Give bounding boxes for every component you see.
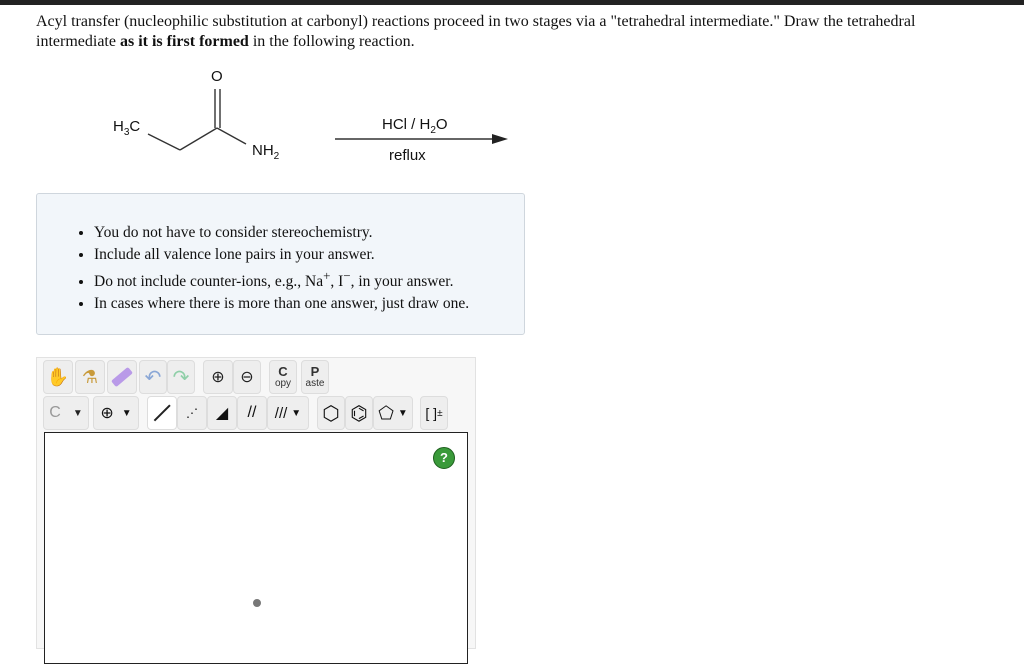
bond-ch3-ch2 — [148, 134, 180, 150]
redo-button[interactable] — [167, 360, 195, 394]
single-bond-button[interactable] — [147, 396, 177, 430]
wedge-bond-icon: ◢ — [215, 405, 229, 422]
pentagon-icon: ⬠ — [378, 402, 394, 423]
triple-bond-button[interactable] — [267, 396, 309, 430]
hand-icon: ✋ — [46, 366, 70, 387]
hand-tool-button[interactable] — [43, 360, 73, 394]
instruction-item: • You do not have to consider stereochemistry. — [94, 222, 524, 244]
single-bond-icon — [154, 405, 171, 422]
zoom-out-icon: ⊖ — [240, 369, 254, 386]
eraser-icon — [111, 367, 133, 387]
dashed-bond-button[interactable] — [177, 396, 207, 430]
clear-button[interactable] — [75, 360, 105, 394]
atom-nh2: $NH_2$ — [252, 142, 280, 162]
zoom-in-icon: ⊕ — [211, 369, 225, 386]
arrow-head-icon — [492, 134, 508, 144]
canvas-cursor-dot — [253, 599, 261, 607]
bracket-charge-button[interactable]: [ ] ± — [420, 396, 448, 430]
zoom-out-button[interactable] — [233, 360, 261, 394]
drawing-canvas[interactable] — [44, 432, 468, 664]
bond-c-n — [217, 128, 246, 144]
undo-button[interactable] — [139, 360, 167, 394]
question-text: Acyl transfer (nucleophilic substitution at carbonyl) reactions proceed in two stages via a "tetrahedral intermediate." Draw the tetrahedral intermediate as it is first formed in the following reaction. — [36, 13, 916, 50]
plus-circle-icon: ⊕ — [100, 405, 114, 422]
paste-button[interactable]: P aste — [301, 360, 329, 394]
cyclopentane-button[interactable] — [373, 396, 413, 430]
dashed-bond-icon: ⋰ — [186, 406, 198, 420]
help-button[interactable]: ? — [433, 447, 455, 469]
atom-ch3: $H_3C$ — [113, 118, 141, 138]
chevron-down-icon: ▼ — [291, 407, 302, 419]
element-select[interactable]: C ▼ — [43, 396, 89, 430]
molecule-editor — [36, 357, 476, 649]
condition-label: reflux — [389, 147, 426, 164]
charge-select[interactable] — [93, 396, 139, 430]
hexagon-icon: ⬡ — [322, 402, 340, 425]
eraser-button[interactable] — [107, 360, 137, 394]
instruction-item: • In cases where there is more than one answer, just draw one. — [94, 293, 524, 315]
benzene-button[interactable] — [345, 396, 373, 430]
instruction-item: • Do not include counter-ions, e.g., Na+, I−, in your answer. — [94, 265, 524, 293]
instruction-item: • Include all valence lone pairs in your answer. — [94, 244, 524, 266]
reagent-label: HCl / $H_2O$ — [382, 116, 448, 136]
atom-o: O — [211, 68, 223, 85]
double-bond-icon: // — [247, 404, 257, 421]
redo-icon: ↷ — [172, 366, 190, 389]
cyclohexane-button[interactable] — [317, 396, 345, 430]
chevron-down-icon: ▼ — [397, 407, 408, 419]
zoom-in-button[interactable] — [203, 360, 233, 394]
chevron-down-icon: ▼ — [121, 407, 132, 419]
instructions-box — [36, 193, 525, 335]
double-bond-button[interactable] — [237, 396, 267, 430]
triple-bond-icon: /// — [274, 404, 288, 422]
bond-ch2-co — [180, 128, 217, 150]
chevron-down-icon: ▼ — [72, 407, 83, 419]
undo-icon: ↶ — [144, 366, 162, 389]
wedge-bond-button[interactable] — [207, 396, 237, 430]
bottle-icon: ⚗ — [81, 366, 99, 387]
benzene-icon: ⌬ — [350, 402, 368, 425]
copy-button[interactable]: C opy — [269, 360, 297, 394]
